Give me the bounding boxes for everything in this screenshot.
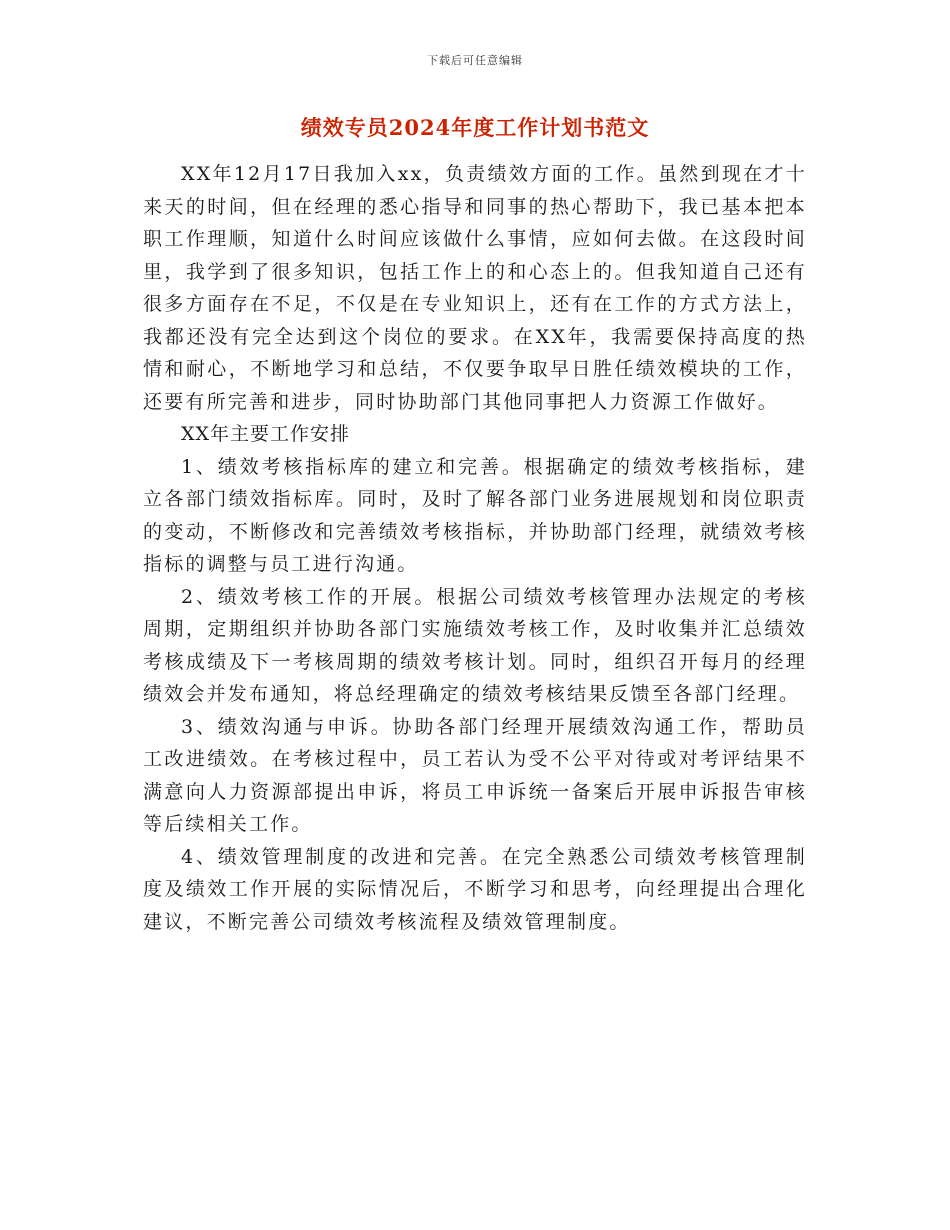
header-note: 下载后可任意编辑 bbox=[427, 54, 523, 67]
work-item-paragraph: 1、绩效考核指标库的建立和完善。根据确定的绩效考核指标，建立各部门绩效指标库。同时，及时了解各部门业务进展规划和岗位职责的变动，不断修改和完善绩效考核指标，并协助部门经理，就绩效考核指标的调整与员工进行沟通。 bbox=[143, 455, 807, 575]
work-item-paragraph: 4、绩效管理制度的改进和完善。在完全熟悉公司绩效考核管理制度及绩效工作开展的实际情况后，不断学习和思考，向经理提出合理化建议，不断完善公司绩效考核流程及绩效管理制度。 bbox=[143, 845, 807, 933]
document-body bbox=[143, 158, 807, 938]
work-item-paragraph: 3、绩效沟通与申诉。协助各部门经理开展绩效沟通工作，帮助员工改进绩效。在考核过程中，员工若认为受不公平对待或对考评结果不满意向人力资源部提出申诉，将员工申诉统一备案后开展申诉报告审核等后续相关工作。 bbox=[143, 715, 807, 835]
section-heading: XX年主要工作安排 bbox=[181, 423, 351, 445]
work-item-paragraph: 2、绩效考核工作的开展。根据公司绩效考核管理办法规定的考核周期，定期组织并协助各部门实施绩效考核工作，及时收集并汇总绩效考核成绩及下一考核周期的绩效考核计划。同时，组织召开每月的经理绩效会并发布通知，将总经理确定的绩效考核结果反馈至各部门经理。 bbox=[143, 585, 807, 705]
document-title: 绩效专员2024年度工作计划书范文 bbox=[300, 115, 650, 140]
intro-paragraph: XX年12月17日我加入xx，负责绩效方面的工作。虽然到现在才十来天的时间，但在经理的悉心指导和同事的热心帮助下，我已基本把本职工作理顺，知道什么时间应该做什么事情，应如何去做。在这段时间里，我学到了很多知识，包括工作上的和心态上的。但我知道自己还有很多方面存在不足，不仅是在专业知识上，还有在工作的方式方法上，我都还没有完全达到这个岗位的要求。在XX年，我需要保持高度的热情和耐心，不断地学习和总结，不仅要争取早日胜任绩效模块的工作，还要有所完善和进步，同时协助部门其他同事把人力资源工作做好。 bbox=[143, 163, 807, 413]
